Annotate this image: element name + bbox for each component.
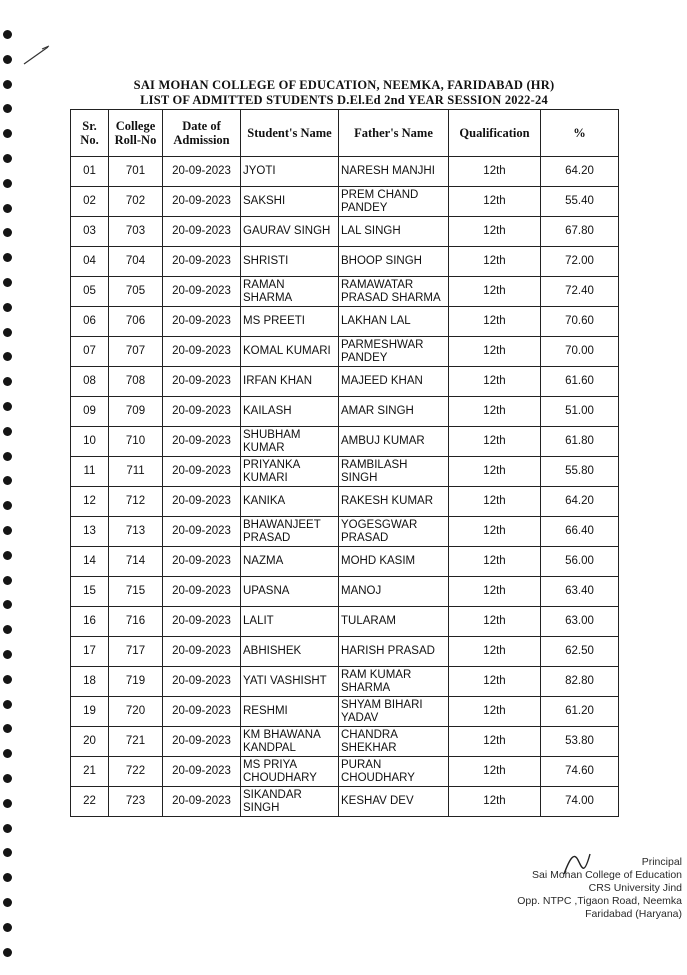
percent-cell: 74.00 <box>541 787 619 817</box>
sr-no-cell: 14 <box>71 547 109 577</box>
percent-cell: 70.60 <box>541 307 619 337</box>
binder-hole <box>3 228 12 237</box>
binder-hole <box>3 774 12 783</box>
table-row <box>71 187 619 217</box>
sr-no-cell: 21 <box>71 757 109 787</box>
qualification-cell: 12th <box>449 427 541 457</box>
table-row <box>71 247 619 277</box>
sr-no-cell: 04 <box>71 247 109 277</box>
roll-no-cell: 719 <box>109 667 163 697</box>
student-name-cell: IRFAN KHAN <box>241 367 339 397</box>
table-row <box>71 757 619 787</box>
father-name-cell: PREM CHAND PANDEY <box>339 187 449 217</box>
student-name-cell: PRIYANKA KUMARI <box>241 457 339 487</box>
table-row <box>71 427 619 457</box>
student-name-cell: MS PRIYA CHOUDHARY <box>241 757 339 787</box>
qualification-cell: 12th <box>449 247 541 277</box>
father-name-cell: RAM KUMAR SHARMA <box>339 667 449 697</box>
student-name-cell: NAZMA <box>241 547 339 577</box>
percent-cell: 55.80 <box>541 457 619 487</box>
admission-date-cell: 20-09-2023 <box>163 577 241 607</box>
binder-hole <box>3 799 12 808</box>
col-header-qualification: Qualification <box>449 110 541 157</box>
roll-no-cell: 705 <box>109 277 163 307</box>
admitted-students-table <box>70 109 619 817</box>
qualification-cell: 12th <box>449 217 541 247</box>
percent-cell: 67.80 <box>541 217 619 247</box>
sr-no-cell: 03 <box>71 217 109 247</box>
binder-hole <box>3 129 12 138</box>
student-name-cell: SIKANDAR SINGH <box>241 787 339 817</box>
father-name-cell: RAMBILASH SINGH <box>339 457 449 487</box>
father-name-cell: TULARAM <box>339 607 449 637</box>
father-name-cell: LAKHAN LAL <box>339 307 449 337</box>
qualification-cell: 12th <box>449 697 541 727</box>
table-row <box>71 217 619 247</box>
father-name-cell: PARMESHWAR PANDEY <box>339 337 449 367</box>
father-name-cell: MANOJ <box>339 577 449 607</box>
roll-no-cell: 709 <box>109 397 163 427</box>
table-row <box>71 787 619 817</box>
student-name-cell: BHAWANJEET PRASAD <box>241 517 339 547</box>
binder-hole <box>3 278 12 287</box>
father-name-cell: MOHD KASIM <box>339 547 449 577</box>
admission-date-cell: 20-09-2023 <box>163 547 241 577</box>
qualification-cell: 12th <box>449 187 541 217</box>
col-header-student-name: Student's Name <box>241 110 339 157</box>
admission-date-cell: 20-09-2023 <box>163 247 241 277</box>
student-name-cell: SHUBHAM KUMAR <box>241 427 339 457</box>
qualification-cell: 12th <box>449 487 541 517</box>
percent-cell: 61.80 <box>541 427 619 457</box>
roll-no-cell: 712 <box>109 487 163 517</box>
table-row <box>71 277 619 307</box>
sr-no-cell: 08 <box>71 367 109 397</box>
student-name-cell: KM BHAWANA KANDPAL <box>241 727 339 757</box>
sr-no-cell: 09 <box>71 397 109 427</box>
student-name-cell: YATI VASHISHT <box>241 667 339 697</box>
qualification-cell: 12th <box>449 397 541 427</box>
percent-cell: 55.40 <box>541 187 619 217</box>
percent-cell: 63.00 <box>541 607 619 637</box>
percent-cell: 64.20 <box>541 487 619 517</box>
percent-cell: 53.80 <box>541 727 619 757</box>
binder-hole <box>3 204 12 213</box>
father-name-cell: YOGESGWAR PRASAD <box>339 517 449 547</box>
roll-no-cell: 722 <box>109 757 163 787</box>
qualification-cell: 12th <box>449 757 541 787</box>
roll-no-cell: 701 <box>109 157 163 187</box>
qualification-cell: 12th <box>449 637 541 667</box>
qualification-cell: 12th <box>449 337 541 367</box>
stamp-line: CRS University Jind <box>588 882 682 894</box>
table-row <box>71 727 619 757</box>
admission-date-cell: 20-09-2023 <box>163 187 241 217</box>
qualification-cell: 12th <box>449 307 541 337</box>
binder-hole <box>3 675 12 684</box>
binder-hole <box>3 80 12 89</box>
qualification-cell: 12th <box>449 667 541 697</box>
percent-cell: 62.50 <box>541 637 619 667</box>
qualification-cell: 12th <box>449 457 541 487</box>
father-name-cell: PURAN CHOUDHARY <box>339 757 449 787</box>
student-name-cell: LALIT <box>241 607 339 637</box>
qualification-cell: 12th <box>449 157 541 187</box>
table-row <box>71 367 619 397</box>
father-name-cell: BHOOP SINGH <box>339 247 449 277</box>
table-row <box>71 577 619 607</box>
qualification-cell: 12th <box>449 547 541 577</box>
father-name-cell: HARISH PRASAD <box>339 637 449 667</box>
father-name-cell: KESHAV DEV <box>339 787 449 817</box>
admission-date-cell: 20-09-2023 <box>163 217 241 247</box>
student-name-cell: KANIKA <box>241 487 339 517</box>
roll-no-cell: 721 <box>109 727 163 757</box>
admission-date-cell: 20-09-2023 <box>163 787 241 817</box>
college-stamp <box>492 856 682 921</box>
sr-no-cell: 12 <box>71 487 109 517</box>
binder-holes <box>0 30 16 970</box>
table-row <box>71 607 619 637</box>
sr-no-cell: 06 <box>71 307 109 337</box>
sr-no-cell: 16 <box>71 607 109 637</box>
admission-date-cell: 20-09-2023 <box>163 637 241 667</box>
roll-no-cell: 702 <box>109 187 163 217</box>
binder-hole <box>3 501 12 510</box>
roll-no-cell: 717 <box>109 637 163 667</box>
percent-cell: 64.20 <box>541 157 619 187</box>
student-name-cell: SHRISTI <box>241 247 339 277</box>
qualification-cell: 12th <box>449 727 541 757</box>
admission-date-cell: 20-09-2023 <box>163 307 241 337</box>
col-header-sr-no: Sr. No. <box>71 110 109 157</box>
percent-cell: 72.40 <box>541 277 619 307</box>
binder-hole <box>3 724 12 733</box>
admission-date-cell: 20-09-2023 <box>163 367 241 397</box>
binder-hole <box>3 154 12 163</box>
binder-hole <box>3 526 12 535</box>
sr-no-cell: 15 <box>71 577 109 607</box>
admission-date-cell: 20-09-2023 <box>163 607 241 637</box>
binder-hole <box>3 551 12 560</box>
admission-date-cell: 20-09-2023 <box>163 457 241 487</box>
sr-no-cell: 02 <box>71 187 109 217</box>
admission-date-cell: 20-09-2023 <box>163 277 241 307</box>
admission-date-cell: 20-09-2023 <box>163 157 241 187</box>
roll-no-cell: 708 <box>109 367 163 397</box>
roll-no-cell: 715 <box>109 577 163 607</box>
binder-hole <box>3 650 12 659</box>
binder-hole <box>3 700 12 709</box>
sr-no-cell: 05 <box>71 277 109 307</box>
father-name-cell: AMBUJ KUMAR <box>339 427 449 457</box>
sr-no-cell: 01 <box>71 157 109 187</box>
qualification-cell: 12th <box>449 517 541 547</box>
col-header-father-name: Father's Name <box>339 110 449 157</box>
sr-no-cell: 07 <box>71 337 109 367</box>
binder-hole <box>3 824 12 833</box>
qualification-cell: 12th <box>449 367 541 397</box>
father-name-cell: CHANDRA SHEKHAR <box>339 727 449 757</box>
table-row <box>71 337 619 367</box>
roll-no-cell: 723 <box>109 787 163 817</box>
sr-no-cell: 11 <box>71 457 109 487</box>
admission-date-cell: 20-09-2023 <box>163 697 241 727</box>
sr-no-cell: 13 <box>71 517 109 547</box>
stamp-line: Faridabad (Haryana) <box>585 908 682 920</box>
admission-date-cell: 20-09-2023 <box>163 397 241 427</box>
col-header-roll-no: College Roll-No <box>109 110 163 157</box>
binder-hole <box>3 452 12 461</box>
binder-hole <box>3 625 12 634</box>
student-name-cell: RAMAN SHARMA <box>241 277 339 307</box>
binder-hole <box>3 576 12 585</box>
table-row <box>71 697 619 727</box>
binder-hole <box>3 30 12 39</box>
roll-no-cell: 707 <box>109 337 163 367</box>
sr-no-cell: 10 <box>71 427 109 457</box>
admission-date-cell: 20-09-2023 <box>163 487 241 517</box>
list-title: LIST OF ADMITTED STUDENTS D.El.Ed 2nd YEAR SESSION 2022-24 <box>140 93 548 107</box>
percent-cell: 61.60 <box>541 367 619 397</box>
roll-no-cell: 703 <box>109 217 163 247</box>
roll-no-cell: 720 <box>109 697 163 727</box>
student-name-cell: KOMAL KUMARI <box>241 337 339 367</box>
percent-cell: 74.60 <box>541 757 619 787</box>
binder-hole <box>3 873 12 882</box>
table-row <box>71 397 619 427</box>
qualification-cell: 12th <box>449 277 541 307</box>
roll-no-cell: 714 <box>109 547 163 577</box>
father-name-cell: SHYAM BIHARI YADAV <box>339 697 449 727</box>
binder-hole <box>3 303 12 312</box>
table-row <box>71 517 619 547</box>
percent-cell: 66.40 <box>541 517 619 547</box>
sr-no-cell: 22 <box>71 787 109 817</box>
student-name-cell: ABHISHEK <box>241 637 339 667</box>
binder-hole <box>3 402 12 411</box>
roll-no-cell: 713 <box>109 517 163 547</box>
percent-cell: 82.80 <box>541 667 619 697</box>
student-name-cell: MS PREETI <box>241 307 339 337</box>
col-header-date: Date of Admission <box>163 110 241 157</box>
table-row <box>71 157 619 187</box>
qualification-cell: 12th <box>449 607 541 637</box>
table-header-row <box>71 110 619 157</box>
father-name-cell: LAL SINGH <box>339 217 449 247</box>
stamp-line: Sai Mohan College of Education <box>531 869 682 881</box>
admission-date-cell: 20-09-2023 <box>163 517 241 547</box>
sr-no-cell: 19 <box>71 697 109 727</box>
college-name: SAI MOHAN COLLEGE OF EDUCATION, NEEMKA, FARIDABAD (HR) <box>133 78 555 92</box>
binder-hole <box>3 179 12 188</box>
percent-cell: 72.00 <box>541 247 619 277</box>
father-name-cell: AMAR SINGH <box>339 397 449 427</box>
admission-date-cell: 20-09-2023 <box>163 337 241 367</box>
student-name-cell: UPASNA <box>241 577 339 607</box>
percent-cell: 51.00 <box>541 397 619 427</box>
binder-hole <box>3 377 12 386</box>
admission-date-cell: 20-09-2023 <box>163 727 241 757</box>
father-name-cell: RAMAWATAR PRASAD SHARMA <box>339 277 449 307</box>
pen-mark <box>22 44 52 66</box>
stamp-signature-label: Principal <box>641 856 682 868</box>
col-header-percent: % <box>541 110 619 157</box>
roll-no-cell: 706 <box>109 307 163 337</box>
father-name-cell: RAKESH KUMAR <box>339 487 449 517</box>
student-name-cell: KAILASH <box>241 397 339 427</box>
binder-hole <box>3 749 12 758</box>
admission-date-cell: 20-09-2023 <box>163 427 241 457</box>
table-row <box>71 487 619 517</box>
father-name-cell: NARESH MANJHI <box>339 157 449 187</box>
percent-cell: 56.00 <box>541 547 619 577</box>
binder-hole <box>3 898 12 907</box>
admission-date-cell: 20-09-2023 <box>163 757 241 787</box>
table-row <box>71 637 619 667</box>
table-row <box>71 457 619 487</box>
binder-hole <box>3 253 12 262</box>
student-name-cell: SAKSHI <box>241 187 339 217</box>
roll-no-cell: 711 <box>109 457 163 487</box>
percent-cell: 63.40 <box>541 577 619 607</box>
binder-hole <box>3 427 12 436</box>
binder-hole <box>3 328 12 337</box>
binder-hole <box>3 923 12 932</box>
sr-no-cell: 20 <box>71 727 109 757</box>
table-row <box>71 667 619 697</box>
admission-date-cell: 20-09-2023 <box>163 667 241 697</box>
table-row <box>71 547 619 577</box>
student-name-cell: RESHMI <box>241 697 339 727</box>
sr-no-cell: 17 <box>71 637 109 667</box>
qualification-cell: 12th <box>449 577 541 607</box>
binder-hole <box>3 600 12 609</box>
sr-no-cell: 18 <box>71 667 109 697</box>
roll-no-cell: 716 <box>109 607 163 637</box>
binder-hole <box>3 104 12 113</box>
student-name-cell: JYOTI <box>241 157 339 187</box>
qualification-cell: 12th <box>449 787 541 817</box>
roll-no-cell: 710 <box>109 427 163 457</box>
binder-hole <box>3 476 12 485</box>
percent-cell: 61.20 <box>541 697 619 727</box>
binder-hole <box>3 352 12 361</box>
binder-hole <box>3 55 12 64</box>
table-row <box>71 307 619 337</box>
student-name-cell: GAURAV SINGH <box>241 217 339 247</box>
father-name-cell: MAJEED KHAN <box>339 367 449 397</box>
roll-no-cell: 704 <box>109 247 163 277</box>
percent-cell: 70.00 <box>541 337 619 367</box>
binder-hole <box>3 848 12 857</box>
stamp-line: Opp. NTPC ,Tigaon Road, Neemka <box>517 895 682 907</box>
binder-hole <box>3 948 12 957</box>
